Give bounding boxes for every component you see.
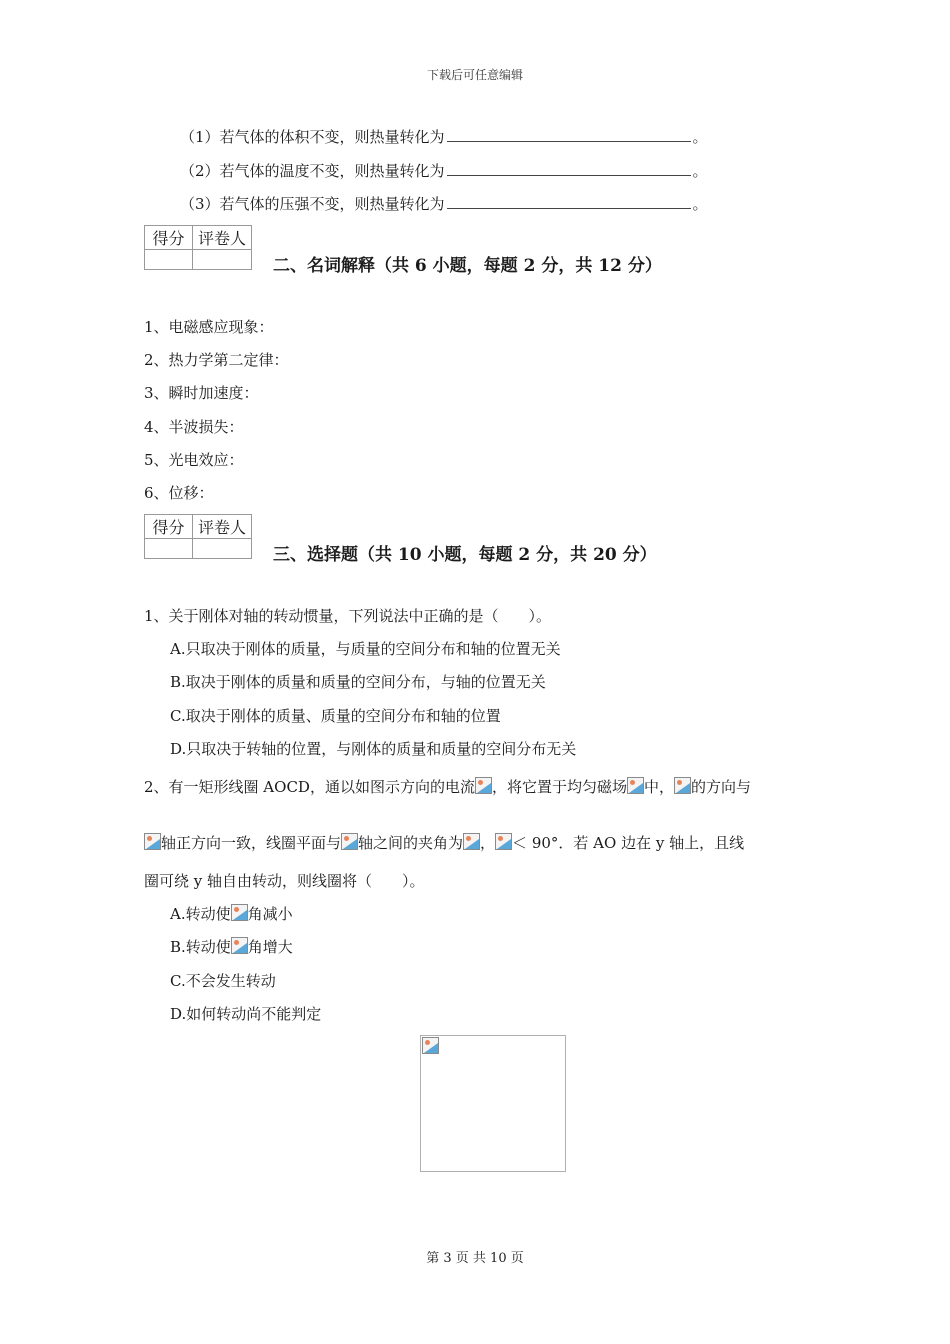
image-placeholder-icon bbox=[341, 833, 358, 850]
question-2-line-1 bbox=[144, 777, 751, 797]
term-item-4: 4、半波损失： bbox=[144, 418, 244, 436]
q2-option-text: A.转动使 bbox=[170, 905, 231, 923]
page-footer: 第 3 页 共 10 页 bbox=[426, 1251, 524, 1266]
q2-text: 的方向与 bbox=[690, 778, 751, 796]
fill-item-2 bbox=[180, 161, 708, 181]
question-2-line-3: 圈可绕 y 轴自由转动，则线圈将（ ）。 bbox=[144, 872, 425, 890]
question-1-stem: 1、关于刚体对轴的转动惯量，下列说法中正确的是（ ）。 bbox=[144, 607, 552, 625]
q2-option-c: C.不会发生转动 bbox=[170, 972, 276, 990]
term-item-1: 1、电磁感应现象： bbox=[144, 318, 274, 336]
image-placeholder-icon bbox=[495, 833, 512, 850]
answer-blank[interactable] bbox=[447, 127, 691, 142]
q1-option-c: C.取决于刚体的质量、质量的空间分布和轴的位置 bbox=[170, 707, 501, 725]
q2-text: 轴正方向一致，线圈平面与 bbox=[161, 834, 342, 852]
q2-text: 2、有一矩形线圈 AOCD，通以如图示方向的电流 bbox=[144, 778, 475, 796]
score-cell[interactable] bbox=[145, 539, 193, 559]
term-item-2: 2、热力学第二定律： bbox=[144, 351, 289, 369]
grader-header: 评卷人 bbox=[193, 226, 252, 250]
term-item-5: 5、光电效应： bbox=[144, 451, 244, 469]
fill-item-suffix: 。 bbox=[692, 195, 708, 213]
figure-placeholder bbox=[420, 1035, 566, 1172]
q2-option-d: D.如何转动尚不能判定 bbox=[170, 1005, 322, 1023]
term-item-3: 3、瞬时加速度： bbox=[144, 384, 259, 402]
score-header: 得分 bbox=[145, 226, 193, 250]
fill-item-3 bbox=[180, 194, 708, 214]
q2-text: 中， bbox=[643, 778, 674, 796]
image-placeholder-icon bbox=[231, 904, 248, 921]
image-placeholder-icon bbox=[144, 833, 161, 850]
fill-item-1 bbox=[180, 127, 708, 147]
answer-blank[interactable] bbox=[447, 194, 691, 209]
q1-option-b: B.取决于刚体的质量和质量的空间分布，与轴的位置无关 bbox=[170, 673, 546, 691]
q2-option-b bbox=[170, 937, 293, 957]
q2-option-text: 角减小 bbox=[247, 905, 293, 923]
image-placeholder-icon bbox=[463, 833, 480, 850]
image-placeholder-icon bbox=[674, 777, 691, 794]
grader-cell[interactable] bbox=[193, 250, 252, 270]
q1-option-a: A.只取决于刚体的质量，与质量的空间分布和轴的位置无关 bbox=[170, 640, 561, 658]
q2-option-text: 角增大 bbox=[247, 938, 293, 956]
grader-cell[interactable] bbox=[193, 539, 252, 559]
score-cell[interactable] bbox=[145, 250, 193, 270]
q2-option-a bbox=[170, 904, 293, 924]
q1-option-d: D.只取决于转轴的位置，与刚体的质量和质量的空间分布无关 bbox=[170, 740, 577, 758]
fill-item-text: （2）若气体的温度不变，则热量转化为 bbox=[180, 162, 445, 180]
image-placeholder-icon bbox=[231, 937, 248, 954]
section-3-title: 三、选择题（共 10 小题，每题 2 分，共 20 分） bbox=[273, 545, 657, 565]
q2-text: ， bbox=[480, 834, 496, 852]
score-box bbox=[144, 514, 252, 559]
image-placeholder-icon bbox=[475, 777, 492, 794]
page-header: 下载后可任意编辑 bbox=[426, 68, 523, 82]
question-2-line-2 bbox=[144, 833, 744, 853]
q2-text: ，将它置于均匀磁场 bbox=[491, 778, 627, 796]
q2-option-text: B.转动使 bbox=[170, 938, 231, 956]
fill-item-suffix: 。 bbox=[692, 128, 708, 146]
fill-item-text: （1）若气体的体积不变，则热量转化为 bbox=[180, 128, 445, 146]
term-item-6: 6、位移： bbox=[144, 484, 214, 502]
section-2-title: 二、名词解释（共 6 小题，每题 2 分，共 12 分） bbox=[273, 256, 662, 276]
score-header: 得分 bbox=[145, 515, 193, 539]
score-box bbox=[144, 225, 252, 270]
grader-header: 评卷人 bbox=[193, 515, 252, 539]
image-placeholder-icon bbox=[422, 1037, 439, 1054]
fill-item-text: （3）若气体的压强不变，则热量转化为 bbox=[180, 195, 445, 213]
fill-item-suffix: 。 bbox=[692, 162, 708, 180]
answer-blank[interactable] bbox=[447, 161, 691, 176]
q2-text: 轴之间的夹角为 bbox=[358, 834, 464, 852]
q2-text: ＜ 90°．若 AO 边在 y 轴上，且线 bbox=[512, 834, 745, 852]
image-placeholder-icon bbox=[627, 777, 644, 794]
